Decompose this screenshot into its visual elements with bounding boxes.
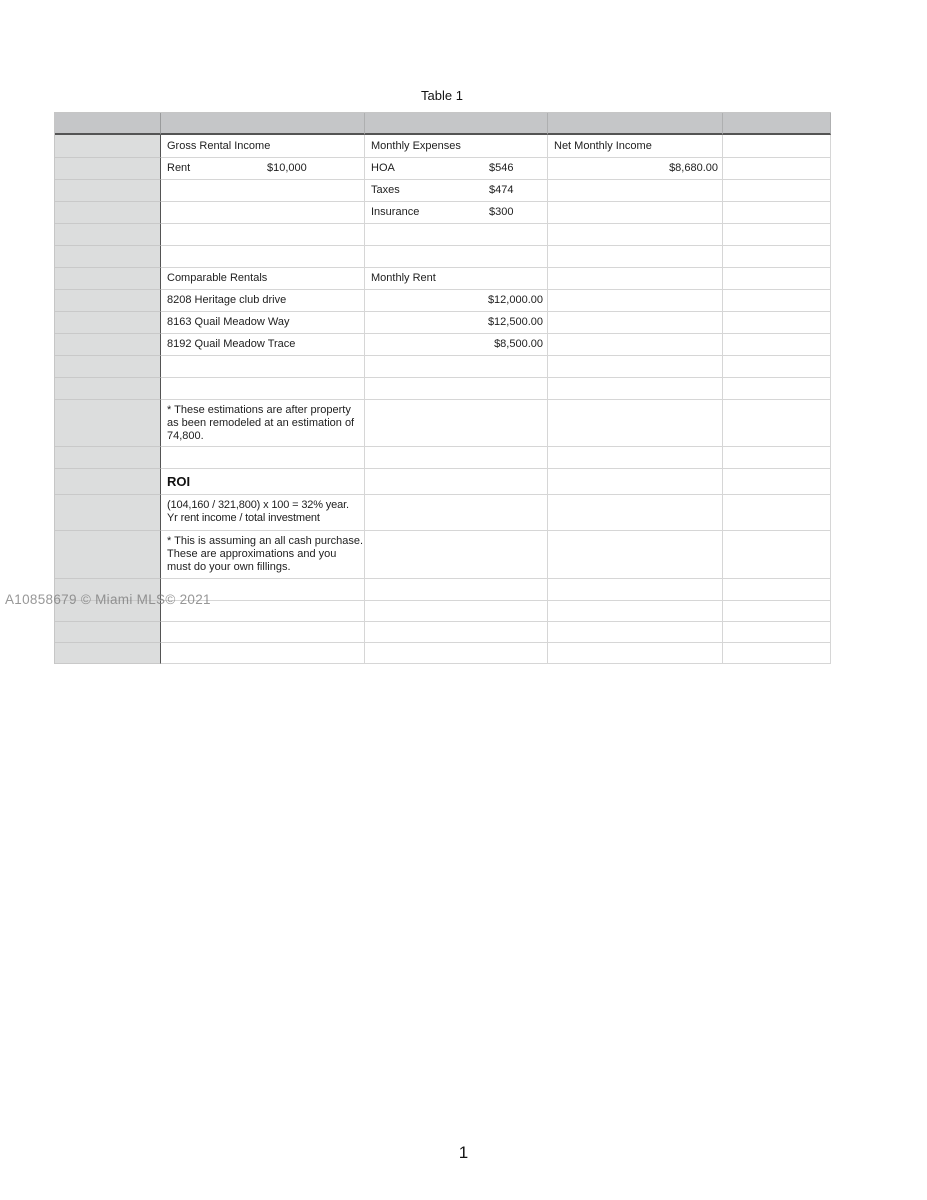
empty-cell [161,622,365,643]
empty-cell [161,643,365,664]
mls-watermark: A10858679 © Miami MLS© 2021 [5,592,211,607]
insurance-row [55,202,831,224]
hoa-label: HOA [371,162,395,174]
empty-cell [723,312,831,334]
header-band-cell [365,113,548,135]
empty-cell [723,643,831,664]
page-number: 1 [458,1143,469,1162]
empty-cell [723,622,831,643]
header-band-row [55,113,831,135]
estimation-note-row [55,400,831,447]
cash-note-line: These are approximations and you [167,548,337,560]
row-header-cell [55,643,161,664]
empty-cell [365,447,548,469]
empty-cell [365,246,548,268]
row-header-cell [55,246,161,268]
empty-cell [365,531,548,579]
insurance-label: Insurance [371,206,420,218]
empty-cell [723,601,831,622]
row-header-cell [55,531,161,579]
comparables-header-row [55,268,831,290]
taxes-cell [365,180,548,202]
empty-cell [723,180,831,202]
row-header-cell [55,378,161,400]
empty-cell [723,378,831,400]
empty-cell [723,246,831,268]
empty-cell [548,447,723,469]
row-header-cell [55,312,161,334]
empty-cell [365,495,548,531]
empty-cell [161,356,365,378]
section-headers-row [55,135,831,158]
header-band-cell [723,113,831,135]
empty-row [55,643,831,664]
empty-cell [548,202,723,224]
empty-cell [365,601,548,622]
empty-cell [548,246,723,268]
roi-header-row [55,469,831,495]
empty-cell [548,601,723,622]
empty-cell [723,290,831,312]
row-header-cell [55,290,161,312]
empty-cell [548,224,723,246]
roi-formula-line: Yr rent income / total investment [167,512,320,524]
estimation-note-cell [161,400,365,447]
empty-cell [723,202,831,224]
row-header-cell [55,202,161,224]
header-band-cell [548,113,723,135]
empty-cell [365,400,548,447]
comparable-row [55,312,831,334]
row-header-cell [55,469,161,495]
empty-cell [723,135,831,158]
roi-formula-line: (104,160 / 321,800) x 100 = 32% year. [167,499,349,511]
row-header-cell [55,158,161,180]
insurance-value: $300 [489,206,514,218]
empty-cell [723,579,831,601]
empty-cell [161,378,365,400]
empty-cell [161,180,365,202]
comparable-rent: $8,500.00 [494,338,543,350]
cash-note-cell [161,531,365,579]
empty-cell [548,378,723,400]
empty-row [55,246,831,268]
row-header-cell [55,334,161,356]
empty-cell [161,246,365,268]
comparable-rent: $12,000.00 [487,294,543,306]
empty-cell [723,495,831,531]
empty-cell [548,643,723,664]
row-header-cell [55,135,161,158]
empty-cell [723,268,831,290]
empty-cell [723,356,831,378]
empty-cell [365,356,548,378]
empty-cell [723,400,831,447]
row-header-cell [55,180,161,202]
empty-cell [365,622,548,643]
rent-label: Rent [167,162,191,174]
net-monthly-income-header: Net Monthly Income [548,135,723,158]
cash-note-line: * This is assuming an all cash purchase. [167,535,364,547]
empty-cell [723,531,831,579]
empty-row [55,378,831,400]
roi-header: ROI [167,474,191,489]
estimation-note-line: as been remodeled at an estimation of [167,417,355,429]
comparable-address: 8163 Quail Meadow Way [161,312,365,334]
insurance-cell [365,202,548,224]
empty-cell [161,202,365,224]
empty-cell [548,531,723,579]
empty-cell [548,469,723,495]
table-title: Table 1 [421,88,463,103]
comparable-address: 8192 Quail Meadow Trace [161,334,365,356]
taxes-row [55,180,831,202]
estimation-note-line: 74,800. [167,430,204,442]
roi-formula-row [55,495,831,531]
roi-header-cell [161,469,365,495]
empty-cell [161,224,365,246]
hoa-value: $546 [489,162,514,174]
comparable-rent: $12,500.00 [487,316,543,328]
empty-row [55,224,831,246]
empty-cell [723,224,831,246]
comparable-rent-cell [365,290,548,312]
empty-cell [548,622,723,643]
row-header-cell [55,495,161,531]
empty-cell [365,469,548,495]
rent-value: $10,000 [267,162,307,174]
empty-cell [365,378,548,400]
comparable-rentals-header: Comparable Rentals [161,268,365,290]
empty-cell [548,290,723,312]
monthly-expenses-header: Monthly Expenses [365,135,548,158]
empty-cell [548,400,723,447]
row-header-cell [55,224,161,246]
row-header-cell [55,447,161,469]
empty-cell [723,158,831,180]
row-header-cell [55,268,161,290]
taxes-label: Taxes [371,184,400,196]
monthly-rent-header: Monthly Rent [365,268,548,290]
comparable-rent-cell [365,312,548,334]
empty-cell [365,224,548,246]
hoa-cell [365,158,548,180]
row-header-cell [55,400,161,447]
empty-row [55,447,831,469]
row-header-cell [55,622,161,643]
empty-cell [161,447,365,469]
estimation-note-line: * These estimations are after property [167,404,351,416]
empty-cell [548,180,723,202]
empty-cell [548,579,723,601]
empty-cell [548,495,723,531]
rent-hoa-row [55,158,831,180]
roi-formula-cell [161,495,365,531]
empty-cell [548,312,723,334]
net-income-value-cell [548,158,723,180]
net-income-value: $8,680.00 [669,162,718,174]
rental-income-table [54,112,831,664]
empty-cell [723,469,831,495]
empty-cell [723,447,831,469]
empty-cell [723,334,831,356]
comparable-row [55,290,831,312]
empty-row [55,622,831,643]
cash-note-line: must do your own fillings. [167,561,291,573]
taxes-value: $474 [489,184,514,196]
row-header-cell [55,356,161,378]
empty-cell [548,334,723,356]
empty-row [55,356,831,378]
header-band-cell [161,113,365,135]
empty-cell [365,643,548,664]
empty-cell [548,268,723,290]
gross-rental-income-header: Gross Rental Income [161,135,365,158]
comparable-row [55,334,831,356]
empty-cell [548,356,723,378]
empty-cell [365,579,548,601]
header-band-cell [55,113,161,135]
rent-cell [161,158,365,180]
cash-note-row [55,531,831,579]
comparable-rent-cell [365,334,548,356]
comparable-address: 8208 Heritage club drive [161,290,365,312]
